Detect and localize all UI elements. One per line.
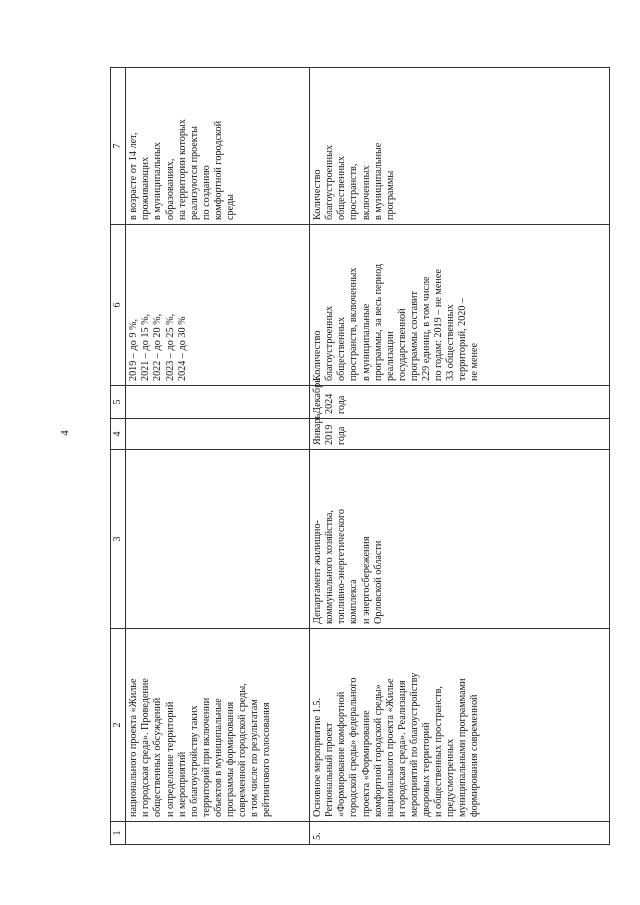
header-col-7: 7	[111, 68, 126, 225]
rotated-table-container	[110, 75, 610, 845]
row-number-cell: 5.	[310, 822, 610, 845]
indicator-cell: Количество благоустроенных общественных пространств, включенных в муниципальные программы	[310, 68, 610, 225]
header-col-1: 1	[111, 822, 126, 845]
table-header-row	[111, 68, 126, 845]
start-date-cell	[126, 419, 310, 450]
measure-cell: Основное мероприятие 1.5. Региональный проект «Формирование комфортной городской среды» федерального проекта «Формирование комфортной городской среды» национального проекта «Жилье и городская среда». Реализация мероприятий по благоустройству дворовых территорий и общественных пространств, предусмотренных муниципальными программами формирования современной	[310, 629, 610, 822]
measure-cell: национального проекта «Жилье и городская среда». Проведение общественных обсуждений и определение территорий и мероприятий по благоустройству таких территорий при включении объектов в муниципальные программы формирования современной городской среды, в том числе по результатам рейтингового голосования	[126, 629, 310, 822]
indicator-cell: в возрасте от 14 лет, проживающих в муниципальных образованиях, на территории которых реализуются проекты по созданию комфортной городской среды	[126, 68, 310, 225]
header-col-2: 2	[111, 629, 126, 822]
result-cell: Количество благоустроенных общественных пространств, включенных в муниципальные программы, за весь период реализации государственной программы составит 229 единиц, в том числе по годам: 2019 – не менее 33 общественных территорий, 2020 – не менее	[310, 225, 610, 386]
row-number-cell	[126, 822, 310, 845]
program-table	[110, 67, 610, 845]
header-col-6: 6	[111, 225, 126, 386]
header-col-3: 3	[111, 450, 126, 629]
page-number: 4	[59, 430, 71, 436]
header-col-4: 4	[111, 419, 126, 450]
table-row	[310, 68, 610, 845]
header-col-5: 5	[111, 386, 126, 419]
end-date-cell	[126, 386, 310, 419]
executor-cell	[126, 450, 310, 629]
table-row	[126, 68, 310, 845]
end-date-cell: Декабрь 2024 года	[310, 386, 610, 419]
executor-cell: Департамент жилищно- коммунального хозяйства, топливно-энергетического комплекса и энергосбережения Орловской области	[310, 450, 610, 629]
start-date-cell: Январь 2019 года	[310, 419, 610, 450]
result-cell: 2019 – до 9 %, 2021 – до 15 %, 2022 – до 20 %, 2023 – до 25 %, 2024 – до 30 %	[126, 225, 310, 386]
